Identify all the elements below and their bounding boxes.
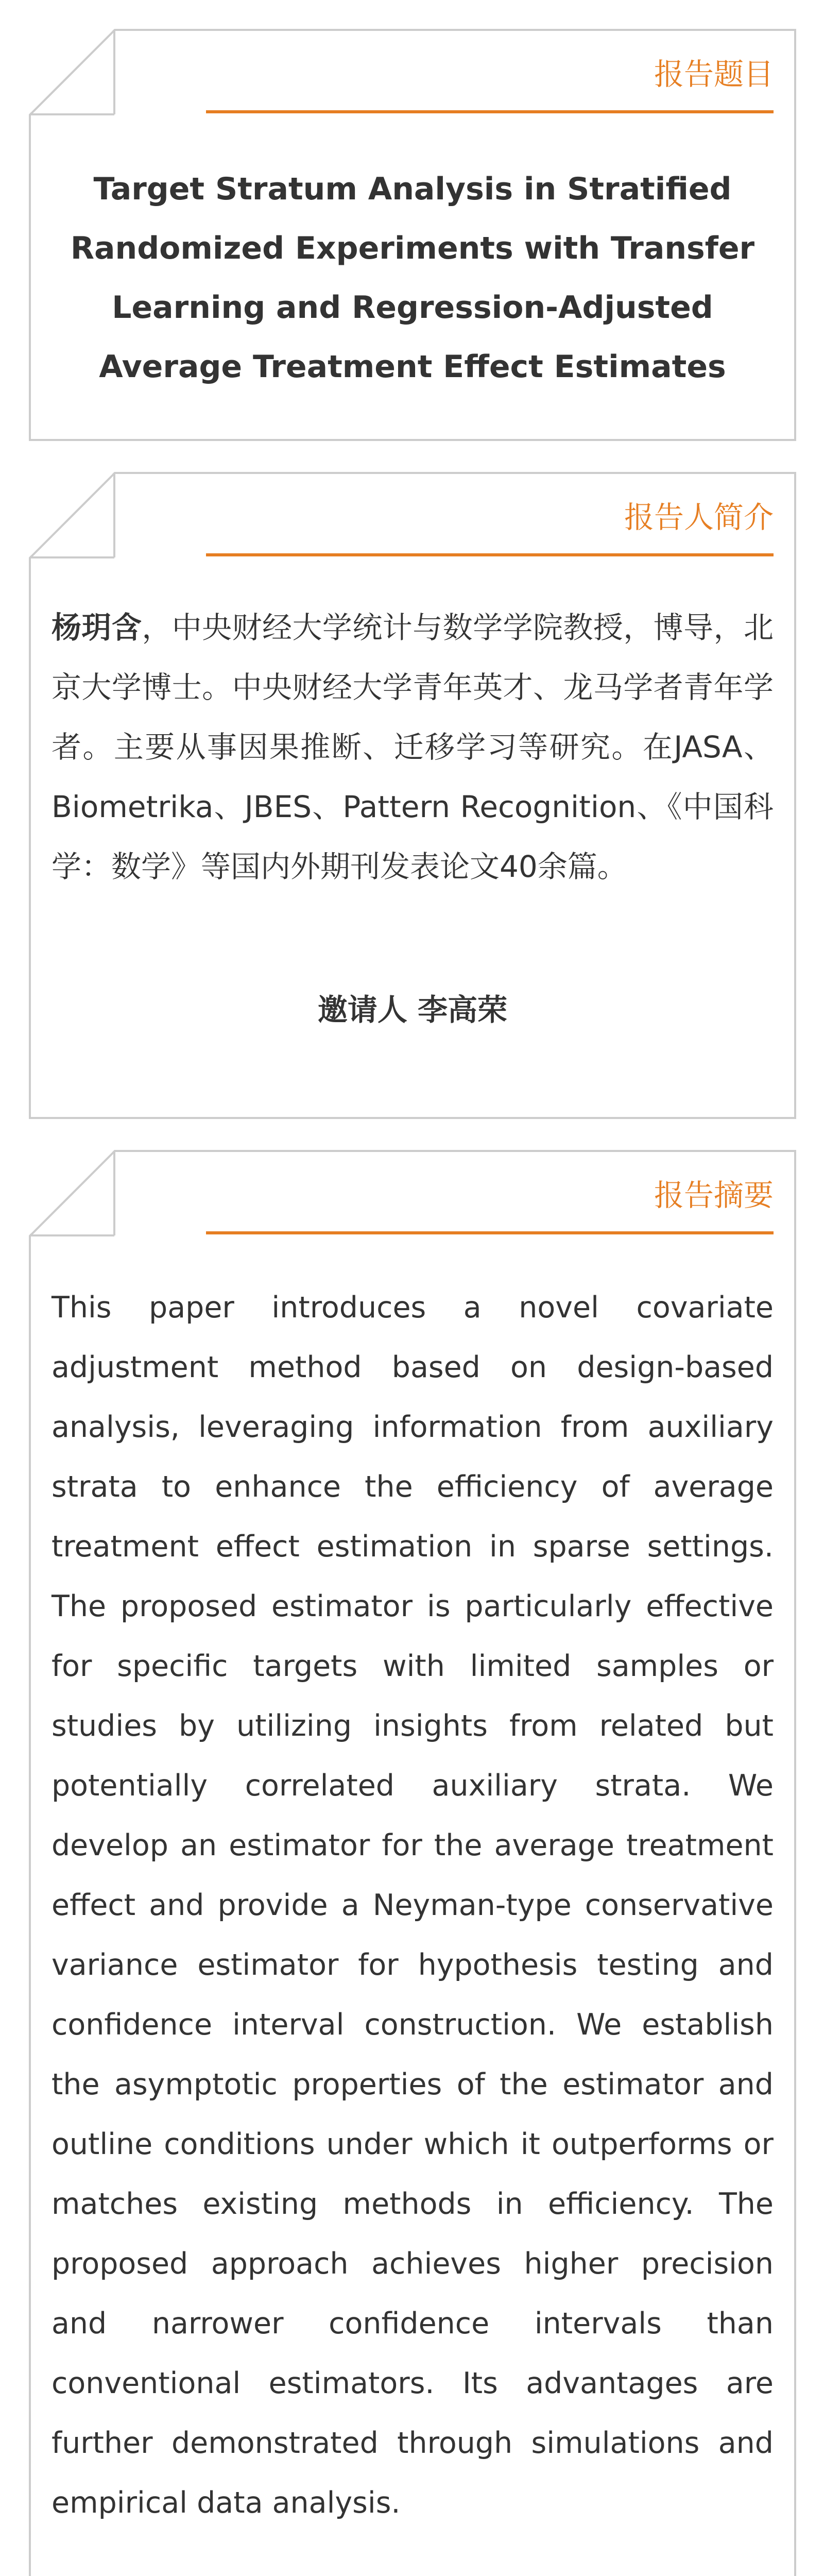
abstract-card-header	[206, 1152, 774, 1234]
speaker-bio-text	[52, 598, 774, 896]
report-title-text: Target Stratum Analysis in Stratified Randomized Experiments with Transfer Learning and Regression-Adjusted Average Treatment Effect Estimates	[70, 171, 755, 385]
speaker-bio-body: ，中央财经大学统计与数学学院教授，博导，北京大学博士。中央财经大学青年英才、龙马学者青年学者。主要从事因果推断、迁移学习等研究。在JASA、Biometrika、JBES、Pattern Recognition、《中国科学：数学》等国内外期刊发表论文40余篇。	[52, 610, 774, 884]
speaker-bio	[52, 598, 774, 896]
abstract-body	[52, 1278, 774, 2533]
section-label-speaker: 报告人简介	[624, 500, 774, 535]
inviter-text: 邀请人 李高荣	[317, 992, 508, 1027]
inviter-line	[52, 989, 774, 1030]
title-card	[29, 29, 796, 441]
section-label-abstract: 报告摘要	[654, 1178, 774, 1213]
speaker-card	[29, 472, 796, 1119]
report-title	[52, 160, 774, 397]
speaker-card-header	[206, 474, 774, 556]
folded-corner-icon	[29, 472, 115, 558]
folded-corner-icon	[29, 1150, 115, 1236]
section-label-title: 报告题目	[654, 57, 774, 92]
abstract-text: This paper introduces a novel covariate adjustment method based on design-based analysis, leveraging information from auxiliary strata to enhance the efficiency of average treatment effect estimation in sparse settings. The proposed estimator is particularly effective for specific targets with limited samples or studies by utilizing insights from related but potentially correlated auxiliary strata. We develop an estimator for the average treatment effect and provide a Neyman-type conservative variance estimator for hypothesis testing and confidence interval construction. We establish the asymptotic properties of the estimator and outline conditions under which it outperforms or matches existing methods in efficiency. The proposed approach achieves higher precision and narrower confidence intervals than conventional estimators. Its advantages are further demonstrated through simulations and empirical data analysis.	[52, 1291, 774, 2520]
title-card-header	[206, 31, 774, 113]
abstract-card	[29, 1150, 796, 2576]
speaker-name: 杨玥含	[52, 610, 142, 645]
folded-corner-icon	[29, 29, 115, 115]
